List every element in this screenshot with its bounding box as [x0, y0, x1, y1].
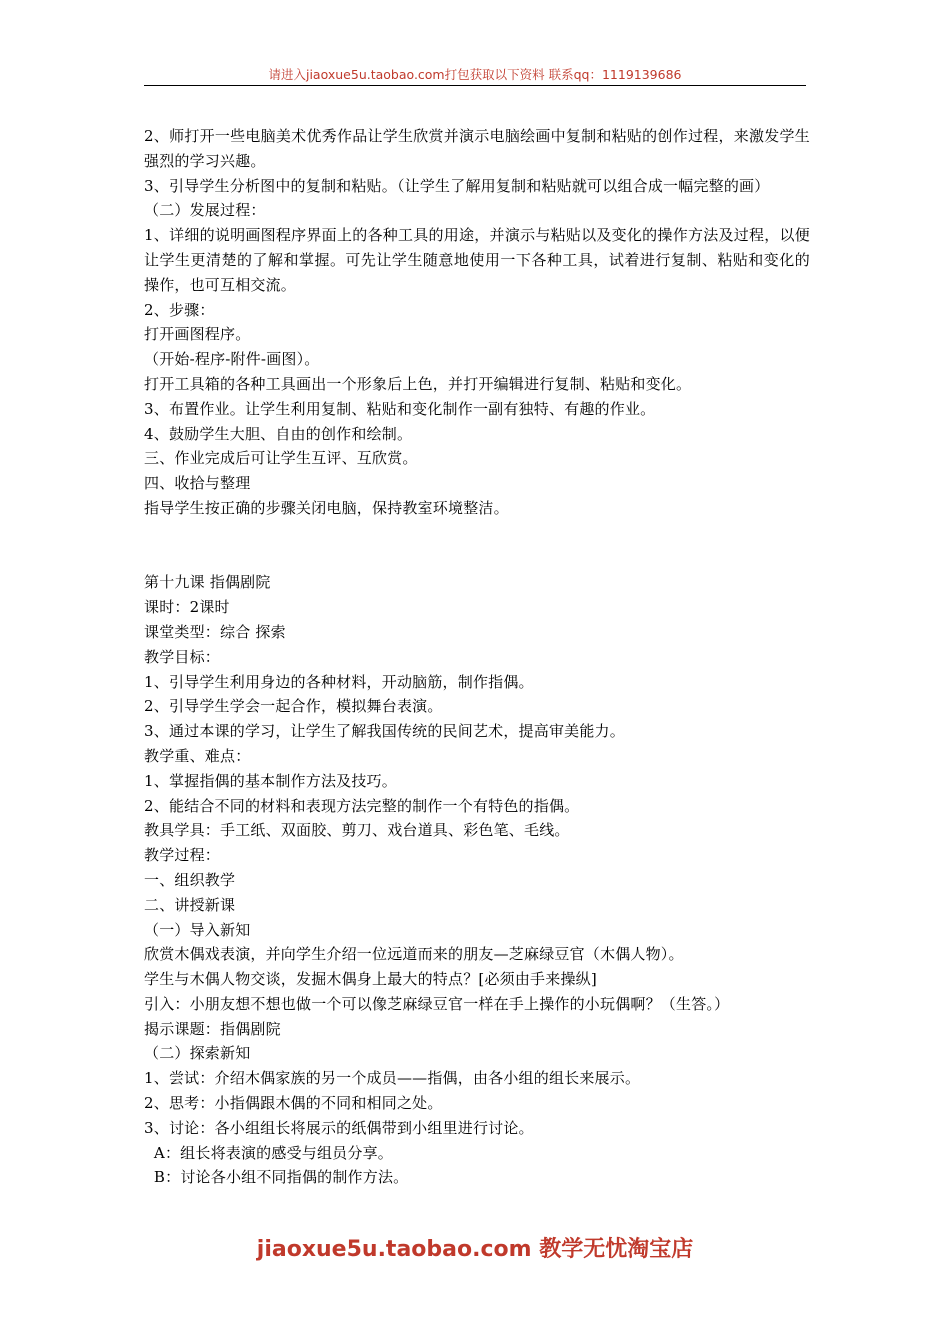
- paragraph: （一）导入新知: [144, 920, 251, 939]
- lesson-section-b: [144, 570, 810, 1190]
- paragraph: 1、掌握指偶的基本制作方法及技巧。: [144, 771, 397, 790]
- section-spacer: [144, 521, 810, 571]
- paragraph: （开始-程序-附件-画图）。: [144, 350, 320, 369]
- paragraph: 4、鼓励学生大胆、自由的创作和绘制。: [144, 424, 413, 443]
- paragraph: 3、引导学生分析图中的复制和粘贴。（让学生了解用复制和粘贴就可以组合成一幅完整的画）: [144, 176, 770, 195]
- paragraph: 打开工具箱的各种工具画出一个形象后上色，并打开编辑进行复制、粘贴和变化。: [144, 374, 692, 393]
- paragraph: 3、布置作业。让学生利用复制、粘贴和变化制作一副有独特、有趣的作业。: [144, 399, 656, 418]
- paragraph: 欣赏木偶戏表演，并向学生介绍一位远道而来的朋友—芝麻绿豆官（木偶人物）。: [144, 945, 684, 964]
- paragraph: 2、师打开一些电脑美术优秀作品让学生欣赏并演示电脑绘画中复制和粘贴的创作过程，来激发学生强烈的学习兴趣。: [144, 127, 810, 170]
- paragraph: 教学目标：: [144, 647, 221, 666]
- paragraph: 2、能结合不同的材料和表现方法完整的制作一个有特色的指偶。: [144, 796, 580, 815]
- paragraph: 教具学具：手工纸、双面胶、剪刀、戏台道具、彩色笔、毛线。: [144, 821, 570, 840]
- paragraph: 二、讲授新课: [144, 895, 236, 914]
- paragraph: 课时：2课时: [144, 598, 230, 617]
- paragraph: 教学重、难点：: [144, 746, 251, 765]
- paragraph: A：组长将表演的感受与组员分享。: [144, 1143, 393, 1162]
- header-divider: [144, 85, 806, 86]
- paragraph: 课堂类型：综合 探索: [144, 622, 286, 641]
- paragraph: 2、引导学生学会一起合作，模拟舞台表演。: [144, 697, 443, 716]
- paragraph: 引入：小朋友想不想也做一个可以像芝麻绿豆官一样在手上操作的小玩偶啊？（生答。）: [144, 994, 730, 1013]
- paragraph: 打开画图程序。: [144, 325, 251, 344]
- paragraph: 2、步骤：: [144, 300, 215, 319]
- paragraph: 学生与木偶人物交谈，发掘木偶身上最大的特点？[必须由手来操纵]: [144, 970, 597, 989]
- paragraph: B：讨论各小组不同指偶的制作方法。: [144, 1168, 409, 1187]
- document-body: [144, 124, 810, 1190]
- paragraph: 1、尝试：介绍木偶家族的另一个成员——指偶，由各小组的组长来展示。: [144, 1069, 641, 1088]
- page-footer-banner: jiaoxue5u.taobao.com 教学无忧淘宝店: [256, 1237, 694, 1262]
- paragraph: 一、组织教学: [144, 870, 236, 889]
- paragraph: 指导学生按正确的步骤关闭电脑，保持教室环境整洁。: [144, 498, 509, 517]
- paragraph: 1、引导学生利用身边的各种材料，开动脑筋，制作指偶。: [144, 672, 534, 691]
- paragraph: （二）发展过程：: [144, 201, 266, 220]
- paragraph: 三、作业完成后可让学生互评、互欣赏。: [144, 449, 418, 468]
- paragraph: 1、详细的说明画图程序界面上的各种工具的用途，并演示与粘贴以及变化的操作方法及过程，以便让学生更清楚的了解和掌握。可先让学生随意地使用一下各种工具，试着进行复制、粘贴和变化的操作，也可互相交流。: [144, 226, 810, 294]
- paragraph: （二）探索新知: [144, 1044, 251, 1063]
- paragraph: 3、通过本课的学习，让学生了解我国传统的民间艺术，提高审美能力。: [144, 722, 625, 741]
- paragraph: 2、思考：小指偶跟木偶的不同和相同之处。: [144, 1094, 443, 1113]
- lesson-title: 第十九课 指偶剧院: [144, 573, 271, 592]
- lesson-section-a: [144, 124, 810, 521]
- paragraph: 揭示课题：指偶剧院: [144, 1019, 281, 1038]
- page-header-link: 请进入jiaoxue5u.taobao.com打包获取以下资料 联系qq：1119139686: [268, 67, 682, 82]
- paragraph: 四、收拾与整理: [144, 474, 251, 493]
- paragraph: 教学过程：: [144, 846, 221, 865]
- paragraph: 3、讨论：各小组组长将展示的纸偶带到小组里进行讨论。: [144, 1118, 534, 1137]
